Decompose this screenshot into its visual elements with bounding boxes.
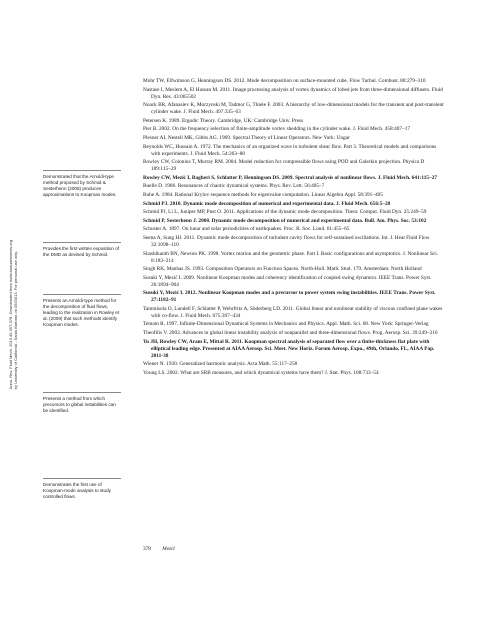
reference-entry: Schmid P, Sesterhenn J. 2008. Dynamic mode decomposition of numerical and experimental data. Bull. Am. Phys. Soc. 53:102 [143, 217, 427, 224]
margin-note: Presents a method from which precursors to global instabilities can be identified. [43, 392, 121, 414]
running-author: Mezić [162, 546, 175, 552]
page-footer [143, 546, 175, 552]
reference-entry: Temam R. 1997. Infinite-Dimensional Dynamical Systems in Mechanics and Physics. Appl. Math. Sci. 68. New York: Springer-Verlag [143, 321, 429, 328]
reference-entry: Ruhe A. 1984. Rational Krylov sequence methods for eigenvalue computation. Linear Algebra Appl. 58:391–405 [143, 191, 383, 198]
reference-entry: Theofilis V. 2003. Advances in global linear instability analysis of nonparallel and three-dimensional flows. Prog. Aerosp. Sci. 39:249–316 [143, 330, 438, 337]
reference-entry: Wiener N. 1930. Generalized harmonic analysis. Acta Math. 55:117–258 [143, 361, 298, 368]
reference-entry: Tu JH, Rowley CW, Aram E, Mittal R. 2011. Koopman spectral analysis of separated flow over a finite-thickness flat plate with elliptical leading edge. Presented at AIAA Aerosp. Sci. Meet. New Horiz. Forum Aerosp. Expo., 49th, Orlando, FL, AIAA Pap. 2011-38 [143, 338, 435, 359]
margin-note: Provides the first written exposition of the DMD as devised by Schmid. [43, 242, 121, 258]
reference-entry: Susuki Y, Mezić I. 2012. Nonlinear Koopman modes and a precursor to power system swing instabilities. IEEE Trans. Power Syst. 27:1182–91 [143, 290, 436, 304]
download-notice-line-1: Annu. Rev. Fluid Mech. 2013.45:357-378. Downloaded from www.annualreviews.org [8, 240, 13, 390]
margin-note: Presents an Arnoldi-type method for the decomposition of fluid flows, leading to the realization in Rowley et al. (2009) that such methods identify Koopman modes. [43, 294, 121, 328]
margin-note: Demonstrates the first use of Koopman-mode analysis to study controlled flows. [43, 478, 121, 500]
reference-entry: Shashikanth BN, Newton PK. 1998. Vortex motion and the geometric phase. Part I. Basic configurations and asymptotics. J. Nonlinear Sci. 8:183–214 [143, 250, 439, 264]
reference-entry: Schmid PJ, Li L, Juniper MP, Pust O. 2011. Applications of the dynamic mode decomposition. Theor. Comput. Fluid Dyn. 25:249–59 [143, 209, 427, 216]
reference-entry: Schuster A. 1897. On lunar and solar periodicities of earthquakes. Proc. R. Soc. Lond. 61:455–65 [143, 226, 350, 233]
reference-entry: Seena A, Sung HJ. 2011. Dynamic mode decomposition of turbulent cavity flows for self-sustained oscillations. Int. J. Heat Fluid Flow 32:1098–110 [143, 234, 430, 248]
reference-entry: Reynolds WC, Hussain A. 1972. The mechanics of an organized wave in turbulent shear flow. Part 3. Theoretical models and comparisons with experiments. J. Fluid Mech. 54:263–88 [143, 143, 437, 157]
reference-entry: Petersen K. 1989. Ergodic Theory. Cambridge, UK: Cambridge Univ. Press [143, 117, 304, 124]
reference-entry: Rowley CW, Colonius T, Murray RM. 2004. Model reduction for compressible flows using POD and Galerkin projection. Physica D 189:115–29 [143, 159, 425, 173]
reference-entry: Ruelle D. 1986. Resonances of chaotic dynamical systems. Phys. Rev. Lett. 56:405–7 [143, 183, 325, 190]
download-notice [0, 240, 16, 410]
reference-entry: Nastase I, Meslem A, El Hassan M. 2011. Image processing analysis of vortex dynamics of lobed jets from three-dimensional diffusers. Fluid Dyn. Res. 43:065502 [143, 86, 443, 100]
reference-entry: Tammisola O, Lundell F, Schlatter P, Wehrfritz A, Söderberg LD. 2011. Global linear and nonlinear stability of viscous confined plane wakes with co-flow. J. Fluid Mech. 675:397–434 [143, 305, 443, 319]
reference-entry: Singh RK, Manhas JS. 1993. Composition Operators on Function Spaces. North-Holl. Math. Stud. 179. Amsterdam: North Holland [143, 266, 422, 273]
reference-entry: Schmid PJ. 2010. Dynamic mode decomposition of numerical and experimental data. J. Fluid Mech. 656:5–28 [143, 200, 391, 207]
reference-entry: Young LS. 2002. What are SRB measures, and which dynamical systems have them? J. Stat. Phys. 108:733–54 [143, 369, 379, 376]
reference-entry: Rowley CW, Mezić I, Bagheri S, Schlatter P, Henningson DS. 2009. Spectral analysis of nonlinear flows. J. Fluid Mech. 641:115–27 [143, 174, 437, 181]
reference-entry: Plesner AI, Nestell MK, Gibbs AG. 1969. Spectral Theory of Linear Operators. New York: Ungar [143, 134, 350, 141]
reference-entry: Noack BR, Afanasiev K, Morzynski M, Tadmor G, Thiele F. 2003. A hierarchy of low-dimensional models for the transient and post-transient cylinder wake. J. Fluid Mech. 497:335–63 [143, 102, 444, 116]
reference-entry: Pier B. 2002. On the frequency selection of finite-amplitude vortex shedding in the cylinder wake. J. Fluid Mech. 458:407–17 [143, 126, 410, 133]
reference-entry: Mohr TW, Elfwimson G, Henningson DS. 2012. Mode decomposition on surface-mounted cube. Flow Turbul. Combust. 88:279–310 [143, 78, 426, 84]
reference-entry: Susuki Y, Mezić I. 2009. Nonlinear Koopman modes and coherency identification of coupled swing dynamics. IEEE Trans. Power Syst. 26:1894–904 [143, 274, 432, 288]
margin-note: Demonstrated that the Arnoldi-type method proposed by Schmid & Sesterhenn (2008) produces approximations to Koopman modes. [43, 170, 121, 198]
download-notice-line-2: by University of California - Santa Barbara on 09/20/13. For personal use only. [13, 250, 18, 390]
reference-list [143, 78, 445, 378]
page-number: 378 [143, 546, 151, 552]
